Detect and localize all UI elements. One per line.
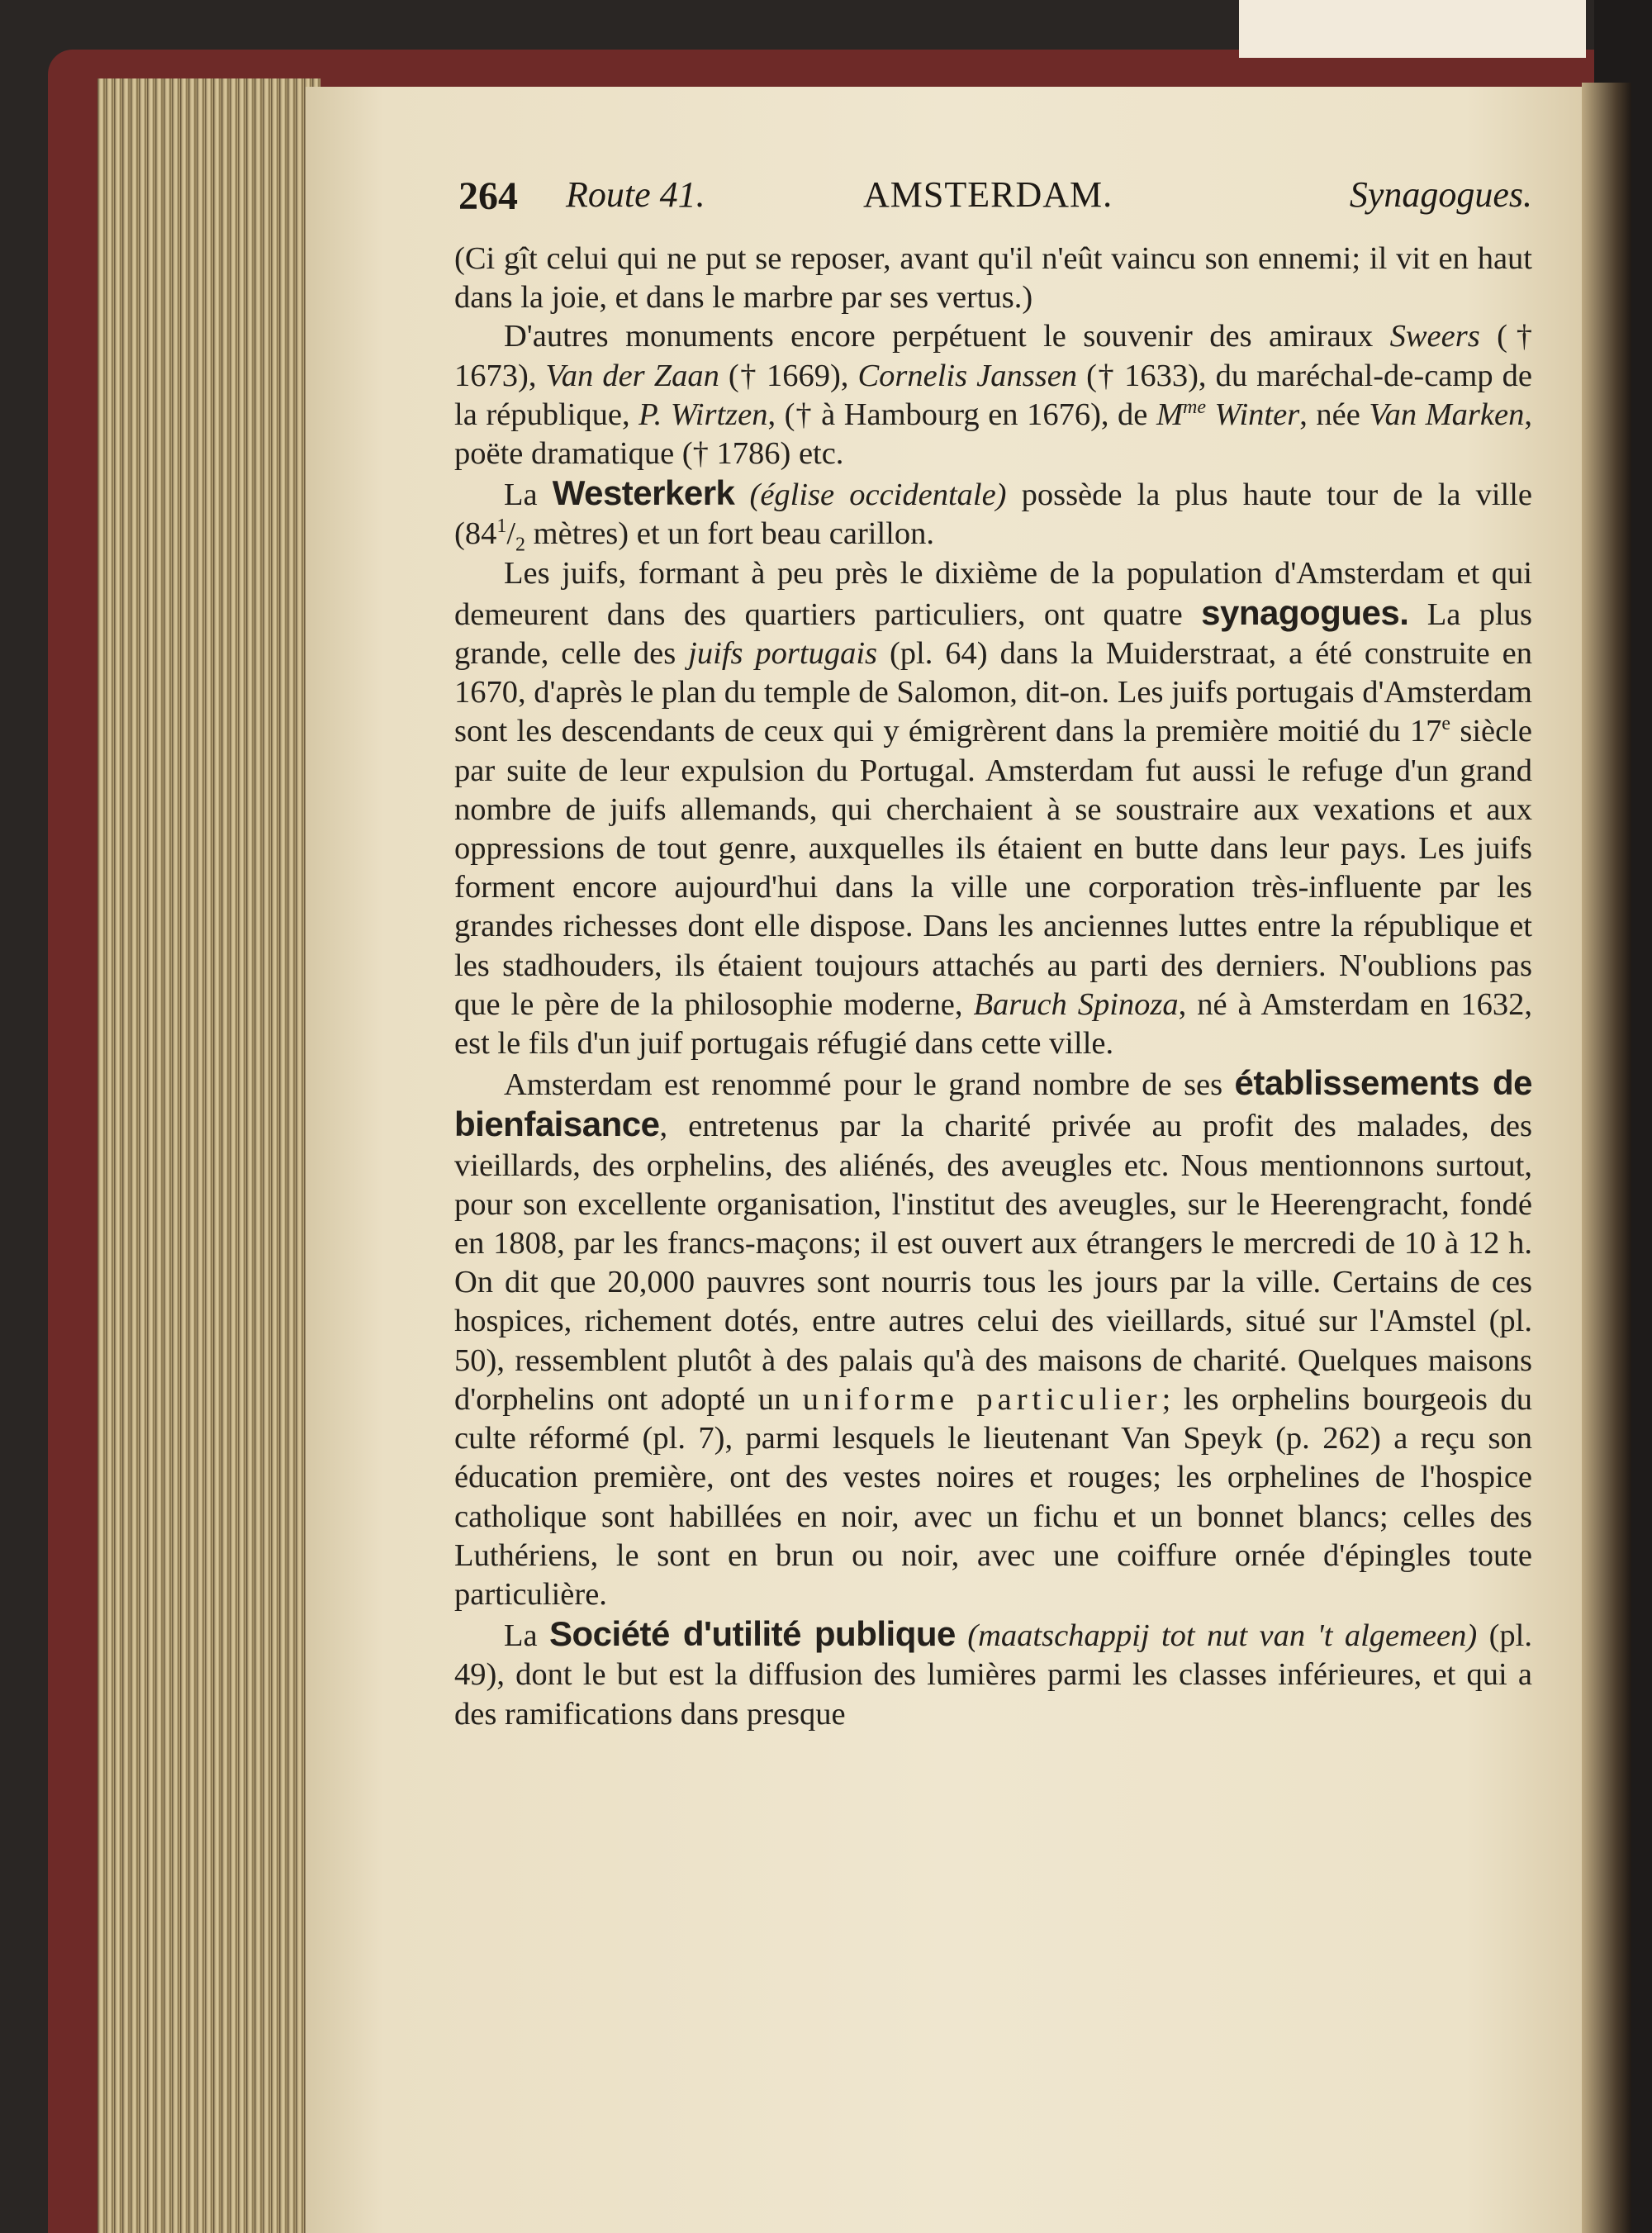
paragraph-bienfaisance: Amsterdam est renommé pour le grand nombre de ses établissements de bienfaisance, entretenus par la charité privée au profit des malades, des vieillards, des orphelins, des aliénés, des aveugles etc. Nous mentionnons surtout, pour son excellente organisation, l'institut des aveugles, sur le Heerengracht, fondé en 1808, par les francs-maçons; il est ouvert aux étrangers le mercredi de 10 à 12 h. On dit que 20,000 pauvres sont nourris tous les jours par la ville. Certains de ces hospices, richement dotés, entre autres celui des vieillards, situé sur l'Amstel (pl. 50), ressemblent plutôt à des palais qu'à des maisons de charité. Quelques maisons d'orphelins ont adopté un uniforme particulier; les orphelins bourgeois du culte réformé (pl. 7), parmi lesquels le lieutenant Van Speyk (p. 262) a reçu son éducation première, ont des vestes noires et rouges; les orphelines de l'hospice catholique sont habillées en noir, avec un fichu et un bonnet blancs; celles des Luthériens, le sont en brun ou noir, avec une coiffure ornée d'épingles toute particulière. bbox=[454, 1063, 1532, 1612]
paper-scrap bbox=[1239, 0, 1586, 58]
heading-synagogues: synagogues. bbox=[1201, 592, 1409, 632]
paragraph-monuments: D'autres monuments encore perpétuent le souvenir des amiraux Sweers († 1673), Van der Zaan († 1669), Cornelis Janssen († 1633), du maréchal-de-camp de la république, P. Wirtzen, († à Hambourg en 1676), de $M^{me}$ Winter, née Van Marken, poëte dramatique († 1786) etc. bbox=[454, 319, 1532, 472]
running-header bbox=[458, 173, 1532, 231]
book-gutter bbox=[1582, 83, 1631, 2233]
page-edges bbox=[97, 78, 320, 2233]
route-label: Route 41. bbox=[566, 174, 705, 215]
paragraph-societe: La Société d'utilité publique (maatschappij tot nut van 't algemeen) (pl. 49), dont le but est la diffusion des lumières parmi les classes inférieures, et qui a des ramifications dans presque bbox=[454, 1614, 1532, 1732]
paragraph-epitaph: (Ci gît celui qui ne put se reposer, avant qu'il n'eût vaincu son ennemi; il vit en haut dans la joie, et dans le marbre par ses vertus.) bbox=[454, 241, 1532, 316]
section-title: Synagogues. bbox=[1349, 174, 1532, 215]
body-text bbox=[454, 240, 1532, 1734]
paragraph-synagogues: Les juifs, formant à peu près le dixième de la population d'Amsterdam et qui demeurent dans des quartiers particuliers, ont quatre synagogues. La plus grande, celle des juifs portugais (pl. 64) dans la Muiderstraat, a été construite en 1670, d'après le plan du temple de Salomon, dit-on. Les juifs portugais d'Amsterdam sont les descendants de ceux qui y émigrèrent dans la première moitié du 17e siècle par suite de leur expulsion du Portugal. Amsterdam fut aussi le refuge d'un grand nombre de juifs allemands, qui cherchaient à se soustraire aux vexations et aux oppressions de tout genre, auxquelles ils étaient en butte dans leur pays. Les juifs forment encore aujourd'hui dans la ville une corporation très-influente par les grandes richesses dont elle dispose. Dans les anciennes luttes entre la république et les stadhouders, ils étaient toujours attachés au parti des derniers. N'oublions pas que le père de la philosophie moderne, Baruch Spinoza, né à Amsterdam en 1632, est le fils d'un juif portugais réfugié dans cette ville. bbox=[454, 555, 1532, 1062]
page-title: AMSTERDAM. bbox=[863, 174, 1113, 215]
page-number: 264 bbox=[458, 174, 518, 218]
heading-societe: Société d'utilité publique bbox=[549, 1614, 956, 1654]
heading-westerkerk: Westerkerk bbox=[552, 473, 735, 513]
heading-bienfaisance: établissements de bienfaisance bbox=[454, 1063, 1532, 1144]
paragraph-westerkerk: La Westerkerk (église occidentale) possède la plus haute tour de la ville ($84^1/_2$ mètres) et un fort beau carillon. bbox=[454, 473, 1533, 557]
